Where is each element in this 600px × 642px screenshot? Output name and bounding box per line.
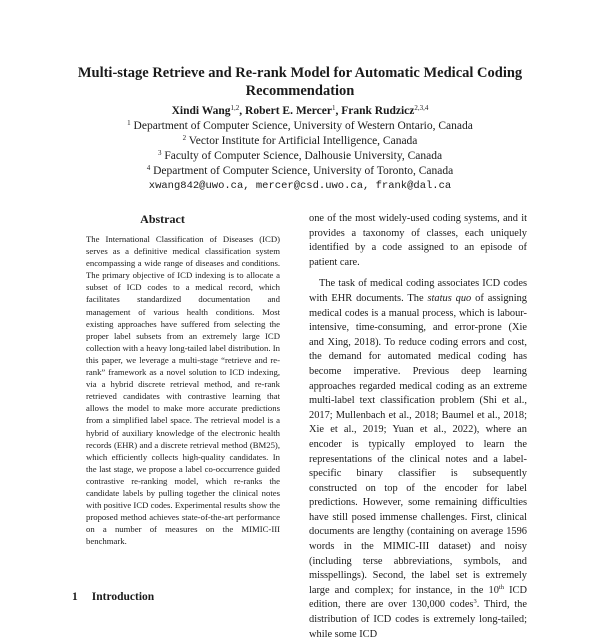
affiliation: $^3$ Faculty of Computer Science, Dalhousie University, Canada [157,149,443,162]
author-name: Robert E. Mercer [245,105,332,117]
author-name: Xindi Wang [171,105,231,117]
author-emails: xwang842@uwo.ca, mercer@csd.uwo.ca, frank@dal.ca [148,180,452,192]
body-paragraph: one of the most widely-used coding systems, and it provides a taxonomy of classes, each uniquely identified by a code assigned to an episode of patient care. [309,213,527,268]
section-title: Introduction [91,591,155,603]
body-paragraph: The task of medical coding associates ICD codes with EHR documents. The status quo of assigning medical codes is a manual process, which is labour-intensive, time-consuming, and error-prone (Xie and Xing, 2018). To reduce coding errors and cost, the demand for automated medical coding has become imperative. Previous deep learning approaches regarded medical coding as an extreme multi-label text classification problem (Shi et al., 2017; Mullenbach et al., 2018; Baumel et al., 2018; Xie et al., 2019; Yuan et al., 2022), where an encoder is typically employed to learn the representations of the clinical notes and a label-specific binary classifier is subsequently constructed on top of the encoder for label predictions. However, some remaining difficulties have still posed immense challenges. First, clinical documents are lengthy (containing on average 1596 words in the MIMIC-III dataset) and noisy (including terse abbreviations, symbols, and misspellings). Second, the label set is extremely large and complex; for instance, in the 10th ICD edition, there are over 130,000 codes$^3$. Third, the distribution of ICD codes is extremely long-tailed; while some ICD [309,278,528,640]
affiliation: $^2$ Vector Institute for Artificial Intelligence, Canada [182,134,418,147]
author-name: Frank Rudzicz [341,105,415,117]
affiliation: $^1$ Department of Computer Science, University of Western Ontario, Canada [127,119,473,132]
author-block [40,104,560,194]
affiliation: $^4$ Department of Computer Science, University of Toronto, Canada [146,164,454,177]
abstract-heading: Abstract [140,212,185,226]
right-column [309,212,527,642]
author-sup: 1,2 [230,104,240,112]
author-sup: 1 [331,104,336,112]
abstract-body: The International Classification of Diseases (ICD) serves as a definitive medical classification system encompassing a wide range of diseases and conditions. The primary objective of ICD indexing is to allocate a subset of ICD codes to a medical record, which facilitates standardized documentation and management of various health conditions. Most existing approaches have suffered from selecting the proper label subsets from an extremely large ICD collection with a heavy long-tailed label distribution. In this paper, we leverage a multi-stage “retrieve and re-rank” framework as a novel solution to ICD indexing, via a hybrid discrete retrieval method, and re-rank retrieved candidates with contrastive learning that allows the model to make more accurate predictions from a simplified label space. The retrieval model is a hybrid of auxiliary knowledge of the electronic health records (EHR) and a discrete retrieval method (BM25), which efficiently collects high-quality candidates. In the last stage, we propose a label co-occurrence guided contrastive re-ranking model, which re-ranks the candidate labels by pulling together the clinical notes with positive ICD codes. Experimental results show the proposed method achieves state-of-the-art performance on a number of measures on the MIMIC-III benchmark. [86,234,280,547]
section-heading [72,591,292,603]
paper-title: Multi-stage Retrieve and Re-rank Model for Automatic Medical Coding Recommendation [77,65,523,99]
author-sup: 2,3,4 [414,104,429,112]
author-names: Xindi Wang$^{1,2}$, Robert E. Mercer$^1$, Frank Rudzicz$^{2,3,4}$ [171,104,429,117]
section-number: 1 [72,591,78,603]
